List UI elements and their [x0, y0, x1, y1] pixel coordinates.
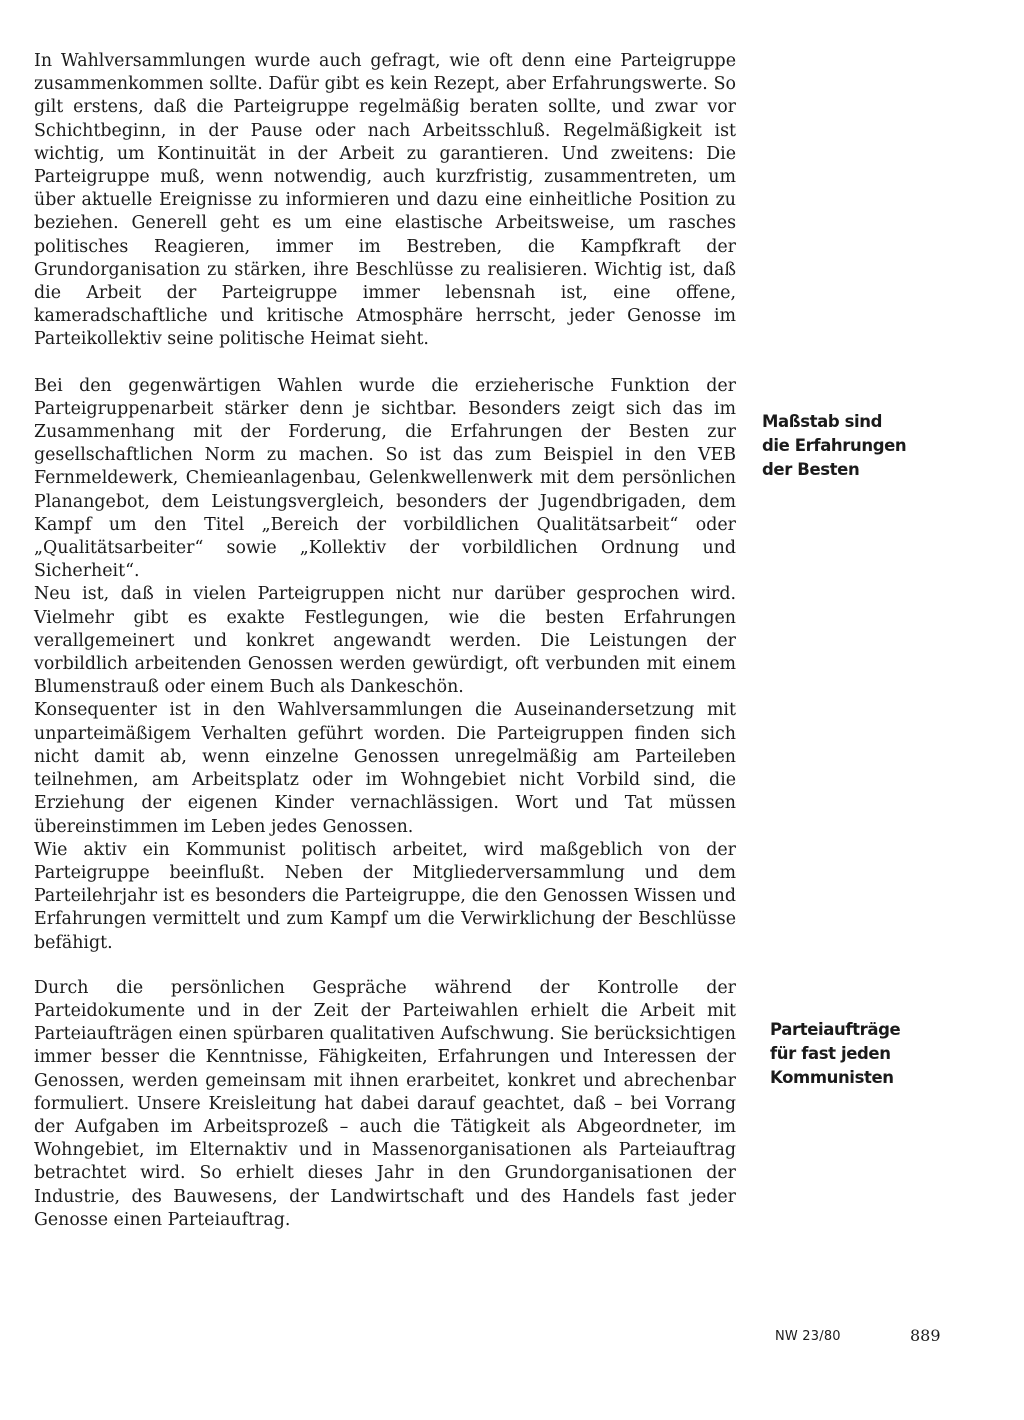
margin-heading-line: Parteiaufträge: [770, 1020, 901, 1039]
paragraph-party-group-influence: Wie aktiv ein Kommunist politisch arbeitet, wird maßgeblich von der Parteigruppe beeinflußt. Neben der Mitgliederversammlung und dem Parteilehrjahr ist es besonders die Parteigruppe, die den Genossen Wissen und Erfahrungen vermittelt und zum Kampf um die Verwirklichung der Beschlüsse befähigt.: [34, 839, 736, 953]
margin-heading-line: Kommunisten: [770, 1068, 894, 1087]
paragraph-conduct: Konsequenter ist in den Wahlversammlungen die Auseinandersetzung mit unparteimäßigem Verhalten geführt worden. Die Parteigruppen finden sich nicht damit ab, wenn einzelne Genossen unregelmäßig am Parteileben teilnehmen, am Arbeitsplatz oder im Wohngebiet nicht Vorbild sind, die Erziehung der eigenen Kinder vernachlässigen. Wort und Tat müssen übereinstimmen im Leben jedes Genossen.: [34, 700, 736, 837]
margin-heading-line: für fast jeden: [770, 1044, 891, 1063]
margin-heading-line: der Besten: [762, 460, 860, 479]
journal-code: NW 23/80: [775, 1329, 841, 1344]
margin-heading-party-assignments: [770, 1018, 900, 1090]
paragraph-new-practice: Neu ist, daß in vielen Parteigruppen nicht nur darüber gesprochen wird. Vielmehr gibt es exakte Festlegungen, wie die besten Erfahrungen verallgemeinert und konkret angewandt werden. Die Leistungen der vorbildlich arbeitenden Genossen werden gewürdigt, oft verbunden mit einem Blumenstrauß oder einem Buch als Dankeschön.: [34, 584, 736, 698]
paragraph-educational-function: Bei den gegenwärtigen Wahlen wurde die erzieherische Funktion der Parteigruppenarbeit stärker denn je sichtbar. Besonders zeigt sich das im Zusammenhang mit der Forderung, die Erfahrungen der Besten zur gesellschaftlichen Norm zu machen. So ist das zum Beispiel in den VEB Fernmeldewerk, Chemieanlagenbau, Gelenkwellenwerk mit dem persönlichen Planangebot, dem Leistungsvergleich, besonders der Jugendbrigaden, dem Kampf um den Titel „Bereich der vorbildlichen Qualitätsarbeit“ oder „Qualitätsarbeiter“ sowie „Kollektiv der vorbildlichen Ordnung und Sicherheit“.: [34, 375, 736, 582]
margin-heading-line: die Erfahrungen: [762, 436, 907, 455]
margin-heading-best-experiences: [762, 410, 906, 482]
paragraph-meeting-frequency: In Wahlversammlungen wurde auch gefragt, wie oft denn eine Parteigruppe zusammenkommen sollte. Dafür gibt es kein Rezept, aber Erfahrungswerte. So gilt erstens, daß die Parteigruppe regelmäßig beraten sollte, und zwar vor Schichtbeginn, in der Pause oder nach Arbeitsschluß. Regelmäßigkeit ist wichtig, um Kontinuität in der Arbeit zu garantieren. Und zweitens: Die Parteigruppe muß, wenn notwendig, auch kurzfristig, zusammentreten, um über aktuelle Ereignisse zu informieren und dazu eine einheitliche Position zu beziehen. Generell geht es um eine elastische Arbeitsweise, um rasches politisches Reagieren, immer im Bestreben, die Kampfkraft der Grundorganisation zu stärken, ihre Beschlüsse zu realisieren. Wichtig ist, daß die Arbeit der Parteigruppe immer lebensnah ist, eine offene, kameradschaftliche und kritische Atmosphäre herrscht, jeder Genosse im Parteikollektiv seine politische Heimat sieht.: [34, 51, 736, 350]
page-number: 889: [910, 1326, 941, 1345]
paragraph-party-assignments: Durch die persönlichen Gespräche während der Kontrolle der Parteidokumente und in der Zeit der Parteiwahlen erhielt die Arbeit mit Parteiaufträgen einen spürbaren qualitativen Aufschwung. Sie berücksichtigen immer besser die Kenntnisse, Fähigkeiten, Erfahrungen und Interessen der Genossen, werden gemeinsam mit ihnen erarbeitet, konkret und abrechenbar formuliert. Unsere Kreisleitung hat dabei darauf geachtet, daß – bei Vorrang der Aufgaben im Arbeitsprozeß – auch die Tätigkeit als Abgeordneter, im Wohngebiet, im Elternaktiv und in Massenorganisationen als Parteiauftrag betrachtet wird. So erhielt dieses Jahr in den Grundorganisationen der Industrie, des Bauwesens, der Landwirtschaft und des Handels fast jeder Genosse einen Parteiauftrag.: [34, 977, 736, 1230]
article-body: [34, 50, 736, 1232]
margin-heading-line: Maßstab sind: [762, 412, 883, 431]
